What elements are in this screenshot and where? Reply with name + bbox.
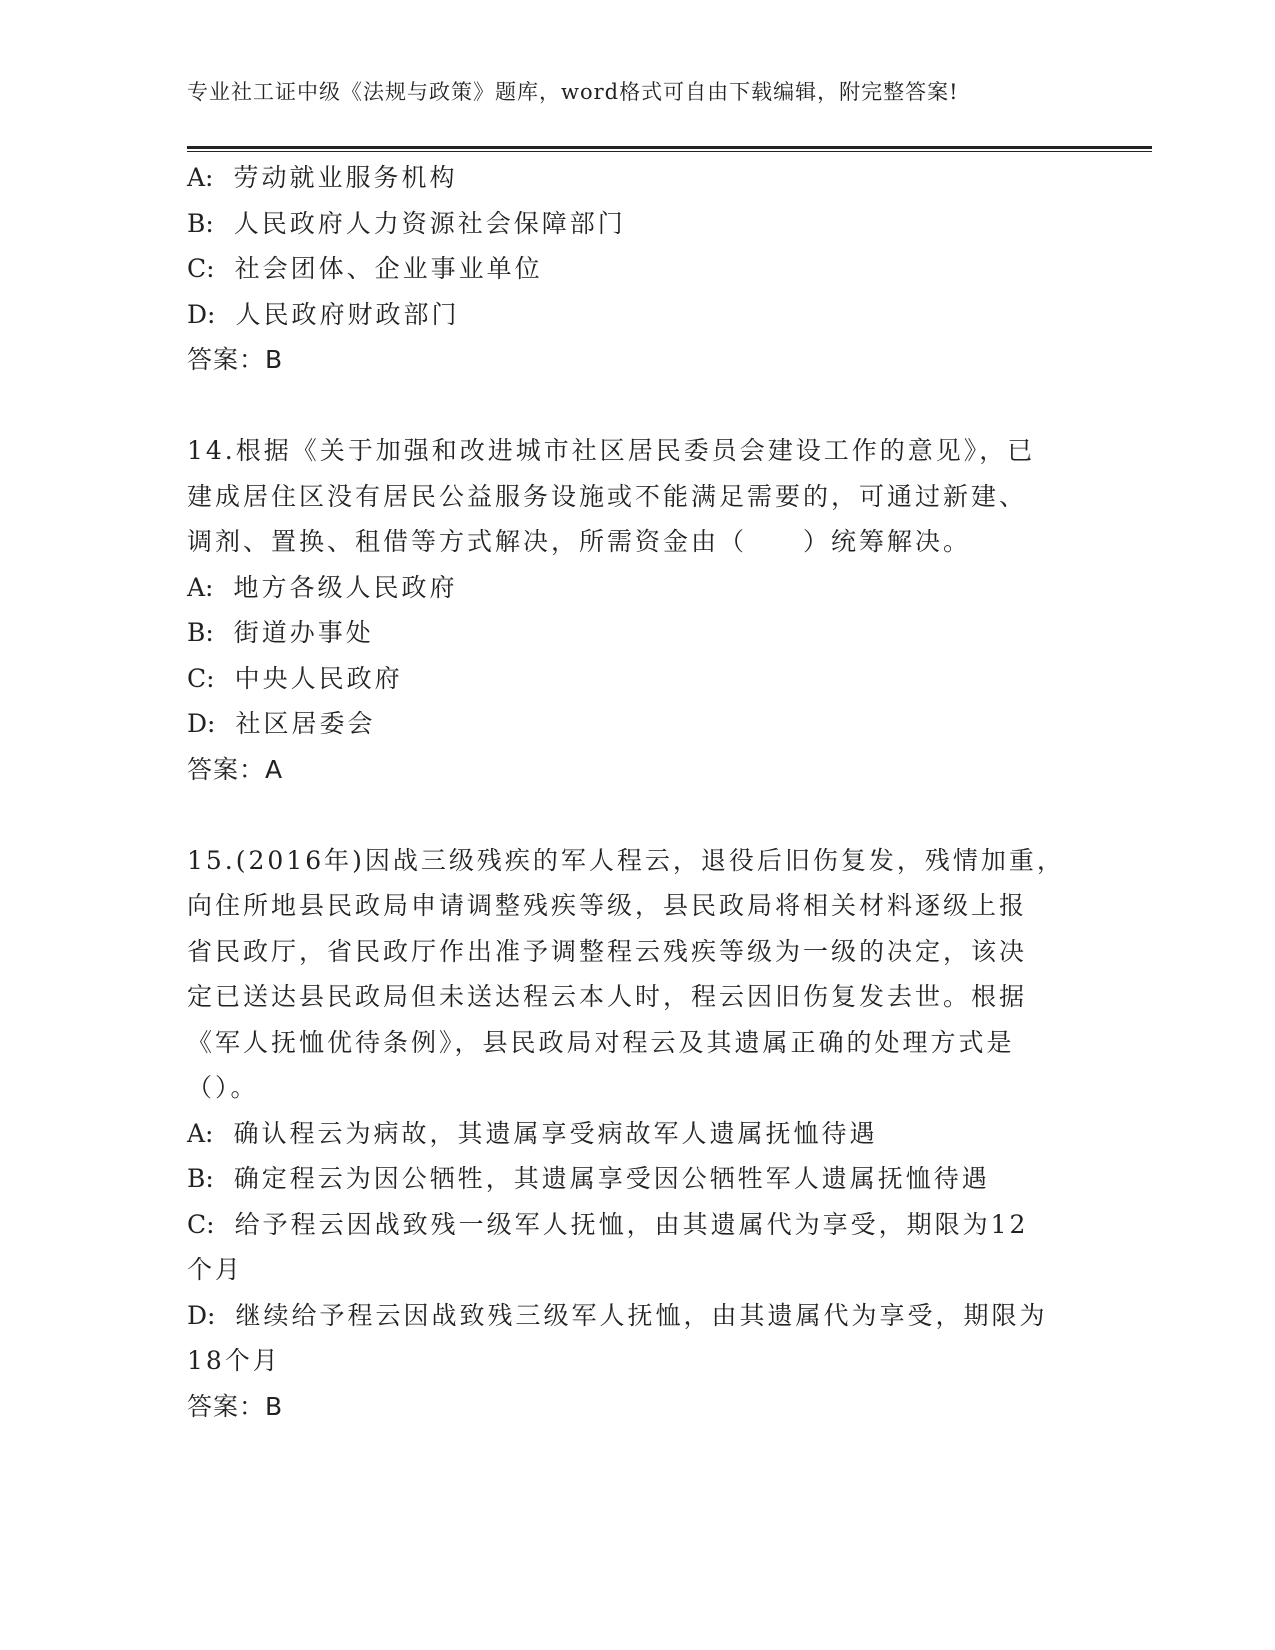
header-divider-thin (187, 151, 1152, 152)
question-content (187, 155, 1087, 1429)
q15-option-d-continued: 18个月 (187, 1346, 281, 1375)
q14-option-a: A: 地方各级人民政府 (187, 572, 458, 602)
q15-stem-line: （）。 (187, 1073, 259, 1102)
q15-stem-line: 《军人抚恤优待条例》，县民政局对程云及其遗属正确的处理方式是 (187, 1027, 1015, 1057)
q13-option-d: D: 人民政府财政部门 (187, 299, 460, 329)
q14-stem-line: 14.根据《关于加强和改进城市社区居民委员会建设工作的意见》，已 (187, 436, 1036, 465)
q13-option-c: C: 社会团体、企业事业单位 (187, 254, 543, 283)
q14-stem-line: 建成居住区没有居民公益服务设施或不能满足需要的，可通过新建、 (187, 481, 1028, 511)
q14-option-b: B: 街道办事处 (187, 618, 374, 647)
q15-option-b: B: 确定程云为因公牺牲，其遗属享受因公牺牲军人遗属抚恤待遇 (187, 1164, 990, 1193)
q15-stem (187, 838, 1087, 1111)
q15-option-d: D: 继续给予程云因战致残三级军人抚恤，由其遗属代为享受，期限为 (187, 1300, 1048, 1330)
header-divider (187, 146, 1152, 153)
q15-stem-line: 定已送达县民政局但未送达程云本人时，程云因旧伤复发去世。根据 (187, 982, 1028, 1011)
q14-stem (187, 428, 1087, 565)
document-header: 专业社工证中级《法规与政策》题库，word格式可自由下载编辑，附完整答案! (187, 80, 959, 104)
header-divider-thick (187, 146, 1152, 149)
q15-option-c: C: 给予程云因战致残一级军人抚恤，由其遗属代为享受，期限为12 (187, 1209, 1029, 1239)
q13-answer: 答案：B (187, 345, 284, 374)
q15-stem-line: 15.(2016年)因战三级残疾的军人程云，退役后旧伤复发，残情加重， (187, 845, 1065, 875)
q13-option-b: B: 人民政府人力资源社会保障部门 (187, 208, 626, 238)
q15-answer: 答案：B (187, 1391, 284, 1421)
q14-stem-line: 调剂、置换、租借等方式解决，所需资金由（ ）统筹解决。 (187, 527, 972, 556)
q13-options (187, 155, 1087, 337)
q15-options (187, 1111, 1087, 1384)
q13-option-a: A: 劳动就业服务机构 (187, 163, 458, 192)
q14-options (187, 565, 1087, 747)
q15-stem-line: 向住所地县民政局申请调整残疾等级，县民政局将相关材料逐级上报 (187, 891, 1028, 920)
q14-option-c: C: 中央人民政府 (187, 663, 403, 693)
q15-option-c-continued: 个月 (187, 1255, 244, 1284)
q14-option-d: D: 社区居委会 (187, 709, 376, 738)
q15-stem-line: 省民政厅，省民政厅作出准予调整程云残疾等级为一级的决定，该决 (187, 936, 1028, 966)
q15-option-a: A: 确认程云为病故，其遗属享受病故军人遗属抚恤待遇 (187, 1118, 878, 1148)
q14-answer: 答案：A (187, 754, 284, 784)
